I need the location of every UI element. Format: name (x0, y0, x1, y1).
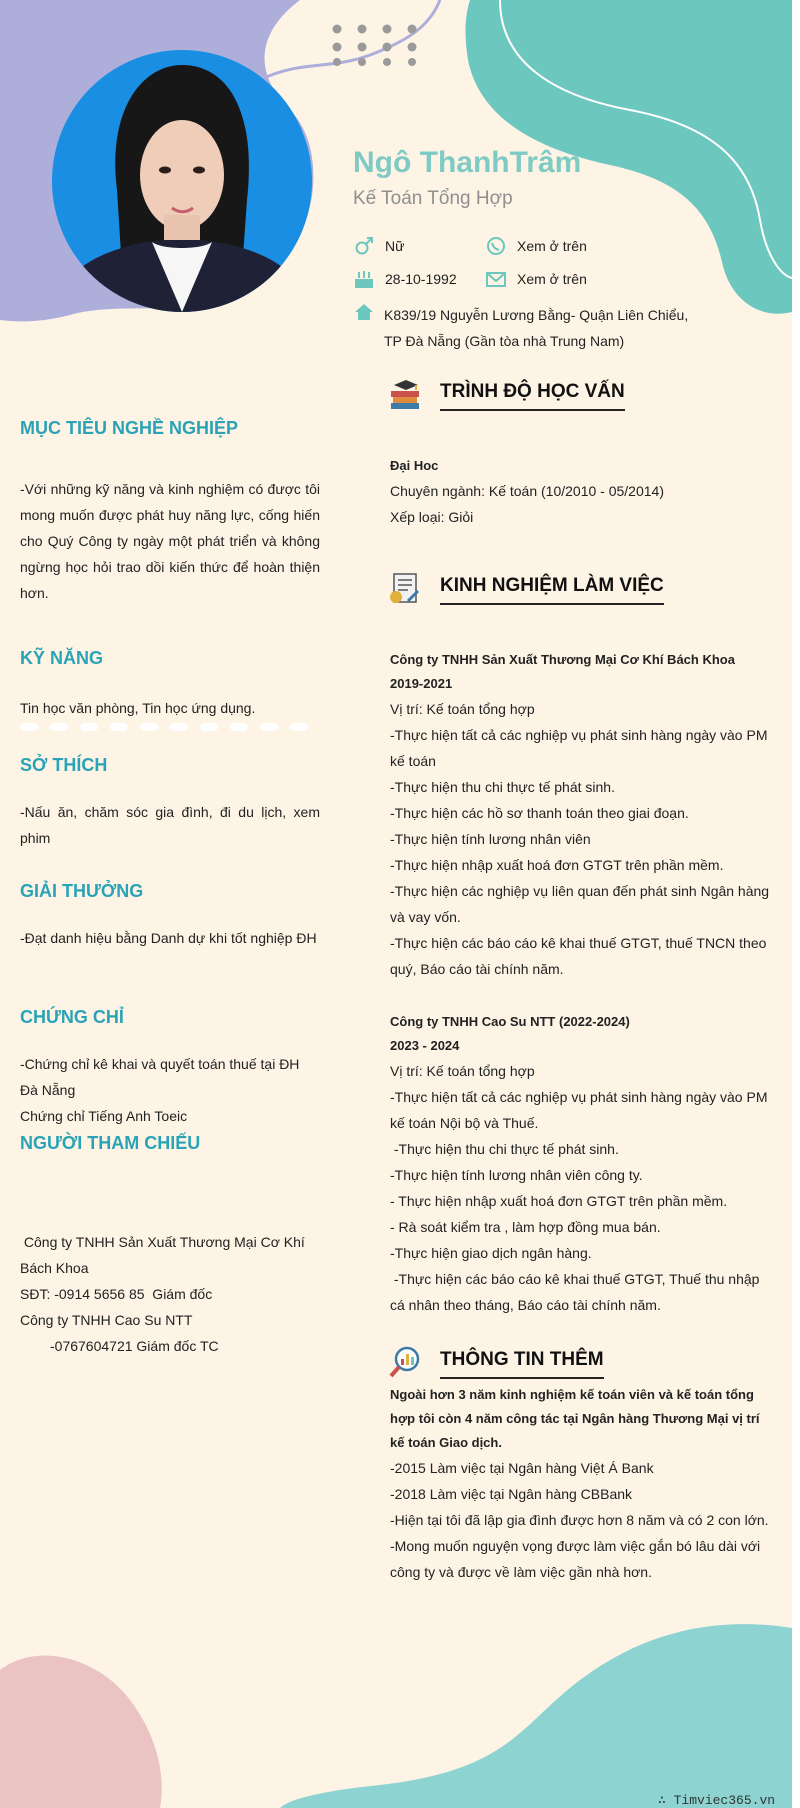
phone-icon (485, 236, 507, 256)
education-header (388, 377, 625, 411)
watermark: ∴ Timviec365.vn (658, 1793, 776, 1808)
job-duty: - Rà soát kiểm tra , làm hợp đồng mua bán. (390, 1219, 661, 1235)
certificate-item: Chứng chỉ Tiếng Anh Toeic (20, 1108, 188, 1124)
awards-heading: GIẢI THƯỞNG (20, 881, 144, 901)
job-duty: -Thực hiện nhập xuất hoá đơn GTGT trên phần mềm. (390, 857, 724, 873)
address-line-1: K839/19 Nguyễn Lương Bằng- Quận Liên Chiểu, (384, 307, 689, 323)
address-line-2: TP Đà Nẵng (Gần tòa nhà Trung Nam) (384, 333, 625, 349)
extra-item: -2015 Làm việc tại Ngân hàng Việt Á Bank (390, 1460, 654, 1476)
objective-heading: MỤC TIÊU NGHỀ NGHIỆP (20, 418, 239, 438)
job-duty: -Thực hiện thu chi thực tế phát sinh. (390, 779, 615, 795)
experience-header (388, 571, 664, 605)
job-duty: -Thực hiện thu chi thực tế phát sinh. (390, 1141, 619, 1157)
birthday-cake-icon (353, 269, 375, 289)
phone-row (485, 236, 587, 256)
skills-text: Tin học văn phòng, Tin học ứng dụng. (20, 700, 256, 716)
awards-text: -Đạt danh hiệu bằng Danh dự khi tốt nghiệp ĐH (20, 930, 317, 946)
work-tools-icon (388, 571, 422, 605)
magnifier-chart-icon (388, 1345, 422, 1379)
reference-line: -0767604721 Giám đốc TC (50, 1338, 219, 1354)
address (384, 302, 714, 354)
dob-row (353, 269, 457, 289)
job-duty: -Thực hiện tất cả các nghiệp vụ phát sinh hàng ngày vào PM kế toán Nội bộ và Thuế. (390, 1089, 768, 1131)
dob-value: 28-10-1992 (385, 271, 457, 287)
phone-value: Xem ở trên (517, 238, 587, 254)
reference-line: Công ty TNHH Sản Xuất Thương Mại Cơ Khí Bách Khoa (20, 1234, 309, 1276)
decorative-dots (330, 22, 426, 70)
reference-line: SĐT: -0914 5656 85 Giám đốc (20, 1286, 213, 1302)
extra-item: -Hiện tại tôi đã lập gia đình được hơn 8 năm và có 2 con lớn. (390, 1512, 769, 1528)
job-position: Vị trí: Kế toán tổng hợp (390, 701, 535, 717)
extra-info-body (390, 1383, 770, 1585)
job-entry (390, 1010, 770, 1318)
job-duty: -Thực hiện các hồ sơ thanh toán theo giai đoạn. (390, 805, 689, 821)
reference-line: Công ty TNHH Cao Su NTT (20, 1312, 193, 1328)
job-position: Vị trí: Kế toán tổng hợp (390, 1063, 535, 1079)
education-major: Chuyên ngành: Kế toán (10/2010 - 05/2014) (390, 483, 664, 499)
job-duty: -Thực hiện tất cả các nghiệp vụ phát sinh hàng ngày vào PM kế toán (390, 727, 768, 769)
extra-info-header (388, 1345, 604, 1379)
envelope-icon (485, 269, 507, 289)
hobbies-text: -Nấu ăn, chăm sóc gia đình, đi du lịch, xem phim (20, 804, 320, 846)
extra-item: -Mong muốn nguyện vọng được làm việc gắn bó lâu dài với công ty và được về làm việc gần nhà hơn. (390, 1538, 761, 1580)
bottom-left-pink-blob (0, 1640, 180, 1808)
gender-value: Nữ (385, 238, 405, 254)
extra-item: -2018 Làm việc tại Ngân hàng CBBank (390, 1486, 633, 1502)
job-company: Công ty TNHH Sản Xuất Thương Mại Cơ Khí Bách Khoa (390, 652, 735, 667)
job-duty: -Thực hiện giao dịch ngân hàng. (390, 1245, 592, 1261)
job-duty: - Thực hiện nhập xuất hoá đơn GTGT trên phần mềm. (390, 1193, 728, 1209)
job-period: 2019-2021 (390, 676, 453, 691)
extra-info-heading: THÔNG TIN THÊM (440, 1349, 604, 1379)
job-duty: -Thực hiện tính lương nhân viên công ty. (390, 1167, 643, 1183)
references-heading: NGƯỜI THAM CHIẾU (20, 1133, 201, 1153)
education-body (390, 454, 770, 478)
job-title: Kế Toán Tổng Hợp (353, 188, 513, 209)
email-row (485, 269, 587, 289)
extra-summary: Ngoài hơn 3 năm kinh nghiệm kế toán viên và kế toán tổng hợp tôi còn 4 năm công tác tại Ngân hàng Thương Mại vị trí kế toán Giao dịch. (390, 1387, 760, 1450)
bottom-right-teal-blob (280, 1620, 792, 1808)
references-text (20, 1229, 320, 1359)
education-grade: Xếp loại: Giỏi (390, 509, 474, 525)
certificates-text (20, 1051, 320, 1129)
email-value: Xem ở trên (517, 271, 587, 287)
job-duty: -Thực hiện các báo cáo kê khai thuế GTGT, Thuế thu nhập cá nhân theo tháng, Báo cáo tài chính năm. (390, 1271, 764, 1313)
profile-photo (52, 50, 312, 312)
skills-dash-bar (20, 722, 320, 732)
experience-heading: KINH NGHIỆM LÀM VIỆC (440, 575, 664, 605)
home-icon (353, 302, 375, 322)
education-degree: Đại Hoc (390, 458, 439, 473)
hobbies-heading: SỞ THÍCH (20, 755, 108, 775)
objective-text: -Với những kỹ năng và kinh nghiệm có được tôi mong muốn được phát huy năng lực, cống hiến cho Quý Công ty ngày một phát triển và không ngừng học hỏi trao dồi kiến thức để hoàn thiện hơn. (20, 481, 320, 601)
certificate-item: -Chứng chỉ kê khai và quyết toán thuế tại ĐH Đà Nẵng (20, 1056, 300, 1098)
job-period: 2023 - 2024 (390, 1038, 460, 1053)
job-company: Công ty TNHH Cao Su NTT (2022-2024) (390, 1014, 630, 1029)
job-duty: -Thực hiện tính lương nhân viên (390, 831, 591, 847)
certificates-heading: CHỨNG CHỈ (20, 1007, 124, 1027)
books-graduation-icon (388, 377, 422, 411)
job-entry (390, 648, 770, 982)
education-heading: TRÌNH ĐỘ HỌC VẤN (440, 381, 625, 411)
gender-icon (353, 236, 375, 256)
skills-heading: KỸ NĂNG (20, 648, 104, 668)
candidate-name: Ngô ThanhTrâm (353, 146, 582, 179)
job-duty: -Thực hiện các nghiệp vụ liên quan đến phát sinh Ngân hàng và vay vốn. (390, 883, 770, 925)
job-duty: -Thực hiện các báo cáo kê khai thuế GTGT, thuế TNCN theo quý, Báo cáo tài chính năm. (390, 935, 767, 977)
education-details (390, 478, 770, 530)
gender-row (353, 236, 404, 256)
